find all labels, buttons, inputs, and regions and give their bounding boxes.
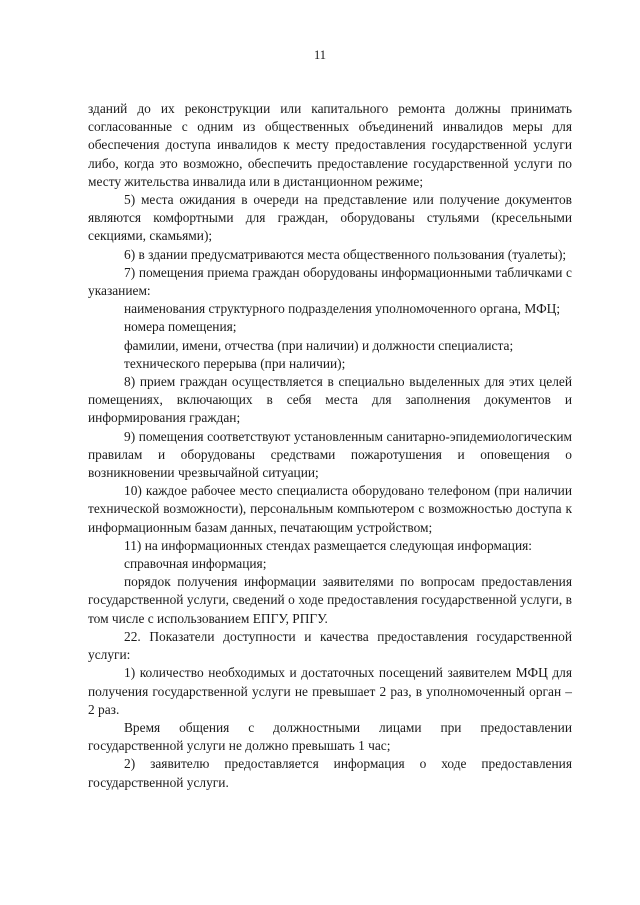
- paragraph-item-8: 8) прием граждан осуществляется в специально выделенных для этих целей помещениях, включающих в себя места для заполнения документов и информирования граждан;: [88, 374, 572, 426]
- paragraph-item-7: 7) помещения приема граждан оборудованы информационными табличками с указанием:: [88, 264, 572, 299]
- paragraph-subitem-specialist-name: фамилии, имени, отчества (при наличии) и должности специалиста;: [124, 337, 514, 353]
- paragraph-section-22: 22. Показатели доступности и качества предоставления государственной услуги:: [88, 628, 572, 663]
- paragraph-subitem-break: технического перерыва (при наличии);: [124, 355, 346, 371]
- paragraph-item-1-visits: 1) количество необходимых и достаточных посещений заявителем МФЦ для получения государственной услуги не превышает 2 раз, в уполномоченный орган – 2 раз.: [88, 665, 572, 717]
- document-body: [88, 100, 572, 792]
- paragraph-subitem-room-number: номера помещения;: [124, 319, 237, 335]
- page-number: 11: [313, 48, 327, 62]
- paragraph-item-9: 9) помещения соответствуют установленным санитарно-эпидемиологическим правилам и оборудованы средствами пожаротушения и оповещения о возникновении чрезвычайной ситуации;: [88, 428, 572, 481]
- paragraph-communication-time: Время общения с должностными лицами при предоставлении государственной услуги не должно превышать 1 час;: [88, 719, 572, 754]
- paragraph-continuation: зданий до их реконструкции или капитального ремонта должны принимать согласованные с одним из общественных объединений инвалидов меры для обеспечения доступа инвалидов к месту предоставления государственной услуги либо, когда это возможно, обеспечить предоставление государственной услуги по месту жительства инвалида или в дистанционном режиме;: [88, 101, 572, 189]
- paragraph-subitem-unit-name: наименования структурного подразделения уполномоченного органа, МФЦ;: [124, 301, 561, 317]
- paragraph-item-5: 5) места ожидания в очереди на представление или получение документов являются комфортными для граждан, оборудованы стульями (кресельными секциями, скамьями);: [88, 192, 572, 244]
- paragraph-subitem-info-procedure: порядок получения информации заявителями по вопросам предоставления государственной услуги, сведений о ходе предоставления государственной услуги, в том числе с использованием ЕПГУ, РПГУ.: [88, 574, 572, 626]
- paragraph-item-2-progress-info: 2) заявителю предоставляется информация о ходе предоставления государственной услуги.: [88, 756, 572, 790]
- paragraph-item-6: 6) в здании предусматриваются места общественного пользования (туалеты);: [124, 246, 567, 262]
- paragraph-subitem-reference-info: справочная информация;: [124, 556, 267, 572]
- paragraph-item-10: 10) каждое рабочее место специалиста оборудовано телефоном (при наличии технической возможности), персональным компьютером с возможностью доступа к информационным базам данных, печатающим устройством;: [88, 483, 572, 535]
- paragraph-item-11: 11) на информационных стендах размещается следующая информация:: [124, 537, 533, 553]
